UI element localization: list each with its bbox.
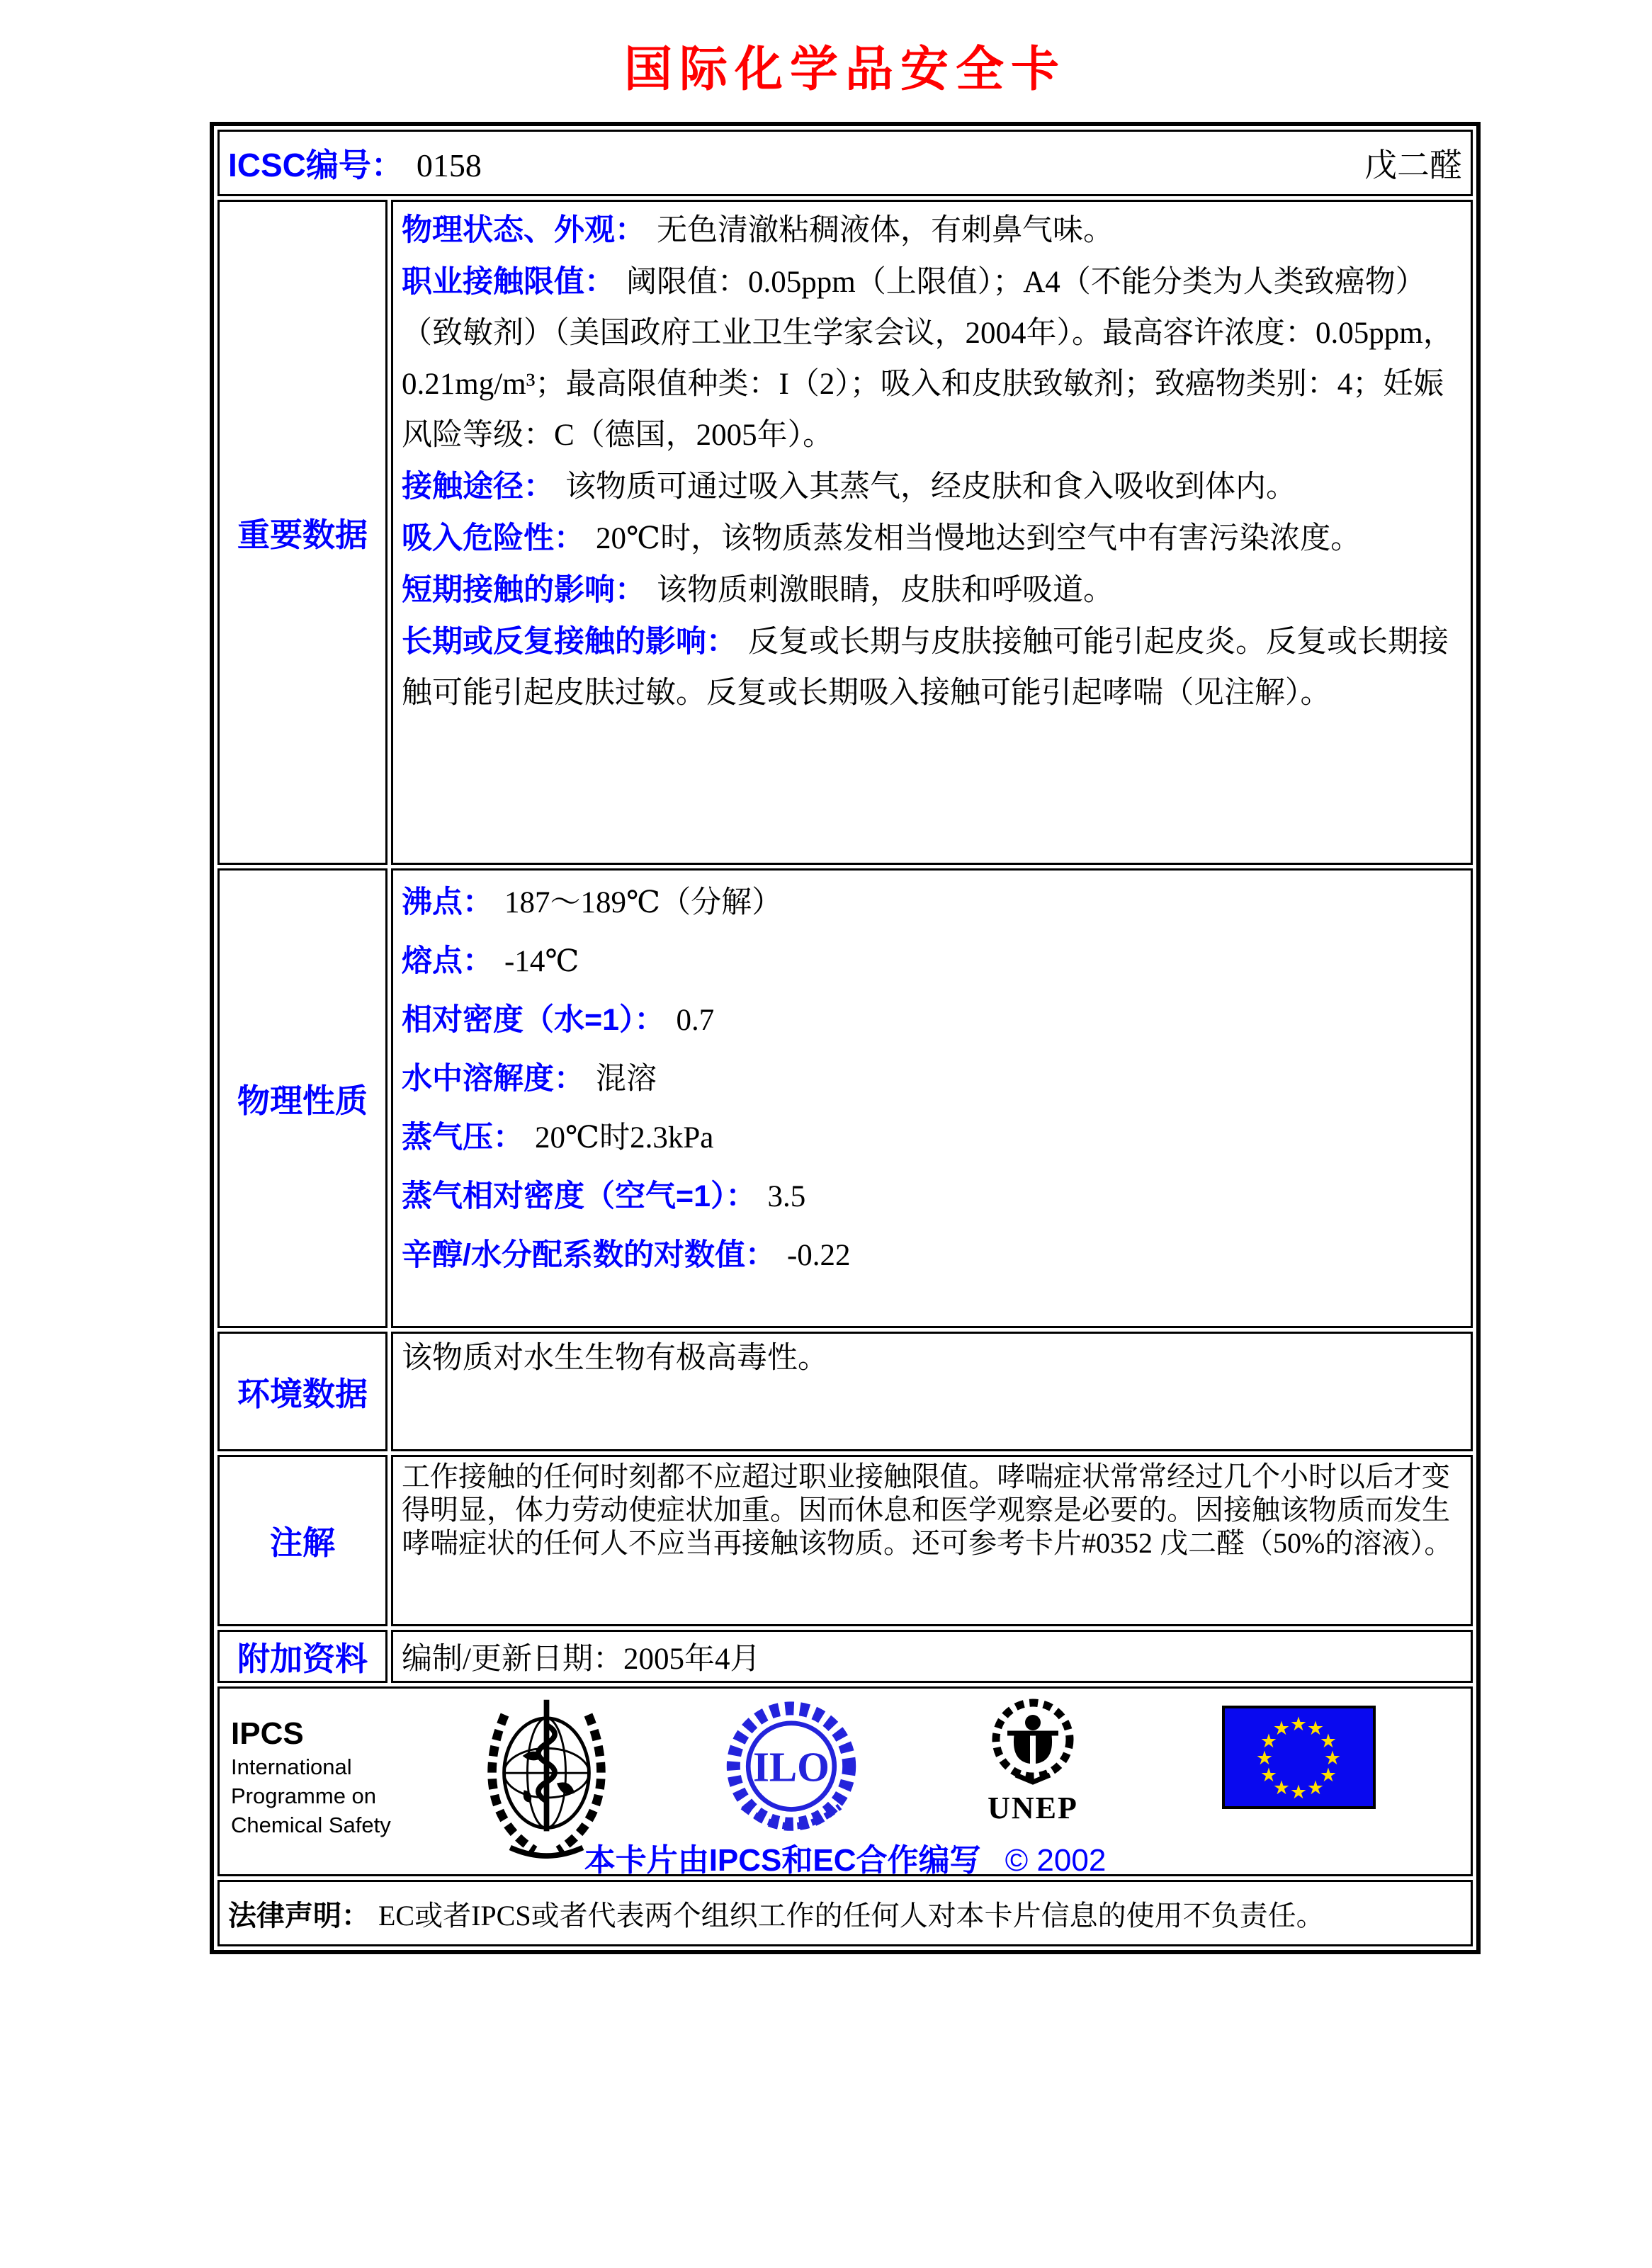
section-content-physical-properties [391, 868, 1473, 1328]
field-octanol-water-partition [402, 1226, 1462, 1285]
ipcs-text-block [231, 1716, 391, 1839]
section-content-additional-info [391, 1630, 1473, 1683]
field-label: 辛醇/水分配系数的对数值： [402, 1238, 776, 1272]
ilo-logo-icon [724, 1699, 859, 1854]
credit-line [220, 1835, 1471, 1880]
physical-properties-row [217, 868, 1473, 1328]
svg-text:★: ★ [1306, 1718, 1325, 1740]
field-label: 吸入危险性： [402, 521, 584, 555]
svg-text:★: ★ [1272, 1718, 1291, 1740]
field-label: 短期接触的影响： [402, 573, 645, 607]
credit-text: 本卡片由IPCS和EC合作编写 [584, 1843, 981, 1878]
svg-text:★: ★ [1255, 1747, 1274, 1769]
field-value: 阈限值：0.05ppm（上限值）；A4（不能分类为人类致癌物）（致敏剂）（美国政府工业卫生学家会议，2004年）。最高容许浓度：0.05ppm，0.21mg/m³；最高限值种类：I（2）；吸入和皮肤致敏剂；致癌物类别：4；妊娠风险等级：C（德国，2005年）。 [402, 266, 1454, 452]
important-data-row [217, 200, 1473, 865]
svg-text:★: ★ [1289, 1781, 1308, 1803]
section-content-important-data [391, 200, 1473, 865]
ipcs-subtitle-line: Programme on [231, 1784, 377, 1808]
copyright-text: © 2002 [1005, 1843, 1107, 1878]
icsc-card-table [210, 122, 1481, 1954]
icsc-number-value: 0158 [416, 147, 482, 183]
field-inhalation-risk [402, 513, 1462, 565]
section-label-environmental-data: 环境数据 [217, 1332, 387, 1451]
field-label: 相对密度（水=1）： [402, 1003, 665, 1037]
legal-row [217, 1880, 1473, 1946]
field-value: 该物质刺激眼睛，皮肤和呼吸道。 [657, 574, 1114, 607]
field-label: 长期或反复接触的影响： [402, 625, 737, 659]
field-value: 20℃时2.3kPa [535, 1121, 714, 1155]
legal-label: 法律声明： [228, 1900, 370, 1932]
unep-letters: UNEP [988, 1791, 1078, 1825]
header-row [217, 130, 1473, 196]
field-value: 该物质可通过吸入其蒸气，经皮肤和食入吸收到体内。 [565, 470, 1296, 504]
field-value: 20℃时，该物质蒸发相当慢地达到空气中有害污染浓度。 [596, 522, 1362, 555]
section-label-important-data: 重要数据 [217, 200, 387, 865]
field-occupational-exposure-limits [402, 256, 1462, 461]
svg-text:★: ★ [1323, 1747, 1342, 1769]
field-label: 沸点： [402, 885, 493, 919]
icsc-number-label: ICSC编号： [228, 147, 404, 183]
ipcs-subtitle-line: Chemical Safety [231, 1813, 391, 1837]
notes-text: 工作接触的任何时刻都不应超过职业接触限值。哮喘症状常常经过几个小时以后才变得明显，体力劳动使症状加重。因而休息和医学观察是必要的。因接触该物质而发生哮喘症状的任何人不应当再接触该物质。还可参考卡片#0352 戊二醛（50%的溶液）。 [402, 1461, 1453, 1559]
additional-info-text: 编制/更新日期：2005年4月 [402, 1643, 761, 1676]
header-cell [217, 130, 1473, 196]
svg-text:★: ★ [1289, 1713, 1308, 1735]
field-label: 熔点： [402, 944, 493, 978]
field-value: 反复或长期与皮肤接触可能引起皮炎。反复或长期接触可能引起皮肤过敏。反复或长期吸入接触可能引起哮喘（见注解）。 [402, 625, 1449, 710]
field-value: -14℃ [504, 945, 579, 978]
legal-cell [217, 1880, 1473, 1946]
section-content-environmental-data [391, 1332, 1473, 1451]
section-label-physical-properties: 物理性质 [217, 868, 387, 1328]
svg-text:★: ★ [1260, 1764, 1278, 1786]
field-label: 蒸气压： [402, 1121, 524, 1155]
logos-row [217, 1686, 1473, 1876]
field-physical-state-appearance [402, 205, 1462, 256]
field-long-term-effects [402, 616, 1462, 719]
eu-flag-icon [1222, 1706, 1376, 1813]
ipcs-subtitle-line: International [231, 1754, 352, 1779]
field-relative-density [402, 991, 1462, 1050]
svg-text:★: ★ [1272, 1777, 1291, 1799]
unep-logo-icon [976, 1696, 1090, 1826]
environmental-data-row [217, 1332, 1473, 1451]
field-value: 混溶 [596, 1062, 657, 1096]
icsc-number-group [228, 140, 482, 186]
field-value: 187～189℃（分解） [504, 886, 783, 919]
field-short-term-effects [402, 565, 1462, 616]
field-water-solubility [402, 1050, 1462, 1109]
svg-text:★: ★ [1319, 1730, 1337, 1752]
ilo-letters: ILO [752, 1744, 830, 1791]
field-boiling-point [402, 873, 1462, 932]
field-value: 无色清澈粘稠液体，有刺鼻气味。 [657, 214, 1114, 247]
notes-row [217, 1455, 1473, 1626]
field-label: 物理状态、外观： [402, 213, 645, 247]
svg-text:★: ★ [1319, 1764, 1337, 1786]
section-label-notes: 注解 [217, 1455, 387, 1626]
field-label: 水中溶解度： [402, 1062, 584, 1096]
field-vapor-relative-density [402, 1167, 1462, 1226]
field-value: 3.5 [767, 1180, 806, 1213]
field-value: 0.7 [676, 1004, 715, 1037]
logos-cell [217, 1686, 1473, 1876]
svg-text:★: ★ [1260, 1730, 1278, 1752]
chemical-name: 戊二醛 [1364, 147, 1462, 183]
field-label: 职业接触限值： [402, 265, 615, 299]
svg-text:★: ★ [1306, 1777, 1325, 1799]
additional-info-row [217, 1630, 1473, 1683]
legal-text: EC或者IPCS或者代表两个组织工作的任何人对本卡片信息的使用不负责任。 [378, 1899, 1325, 1932]
field-label: 接触途径： [402, 470, 554, 504]
field-label: 蒸气相对密度（空气=1）： [402, 1179, 757, 1213]
section-label-additional-info: 附加资料 [217, 1630, 387, 1683]
ipcs-title: IPCS [231, 1716, 304, 1751]
page-title: 国际化学品安全卡 [623, 42, 1066, 96]
field-melting-point [402, 932, 1462, 991]
field-routes-of-exposure [402, 461, 1462, 513]
section-content-notes [391, 1455, 1473, 1626]
field-vapor-pressure [402, 1109, 1462, 1167]
field-value: -0.22 [786, 1239, 851, 1272]
environmental-data-text: 该物质对水生生物有极高毒性。 [402, 1342, 828, 1375]
